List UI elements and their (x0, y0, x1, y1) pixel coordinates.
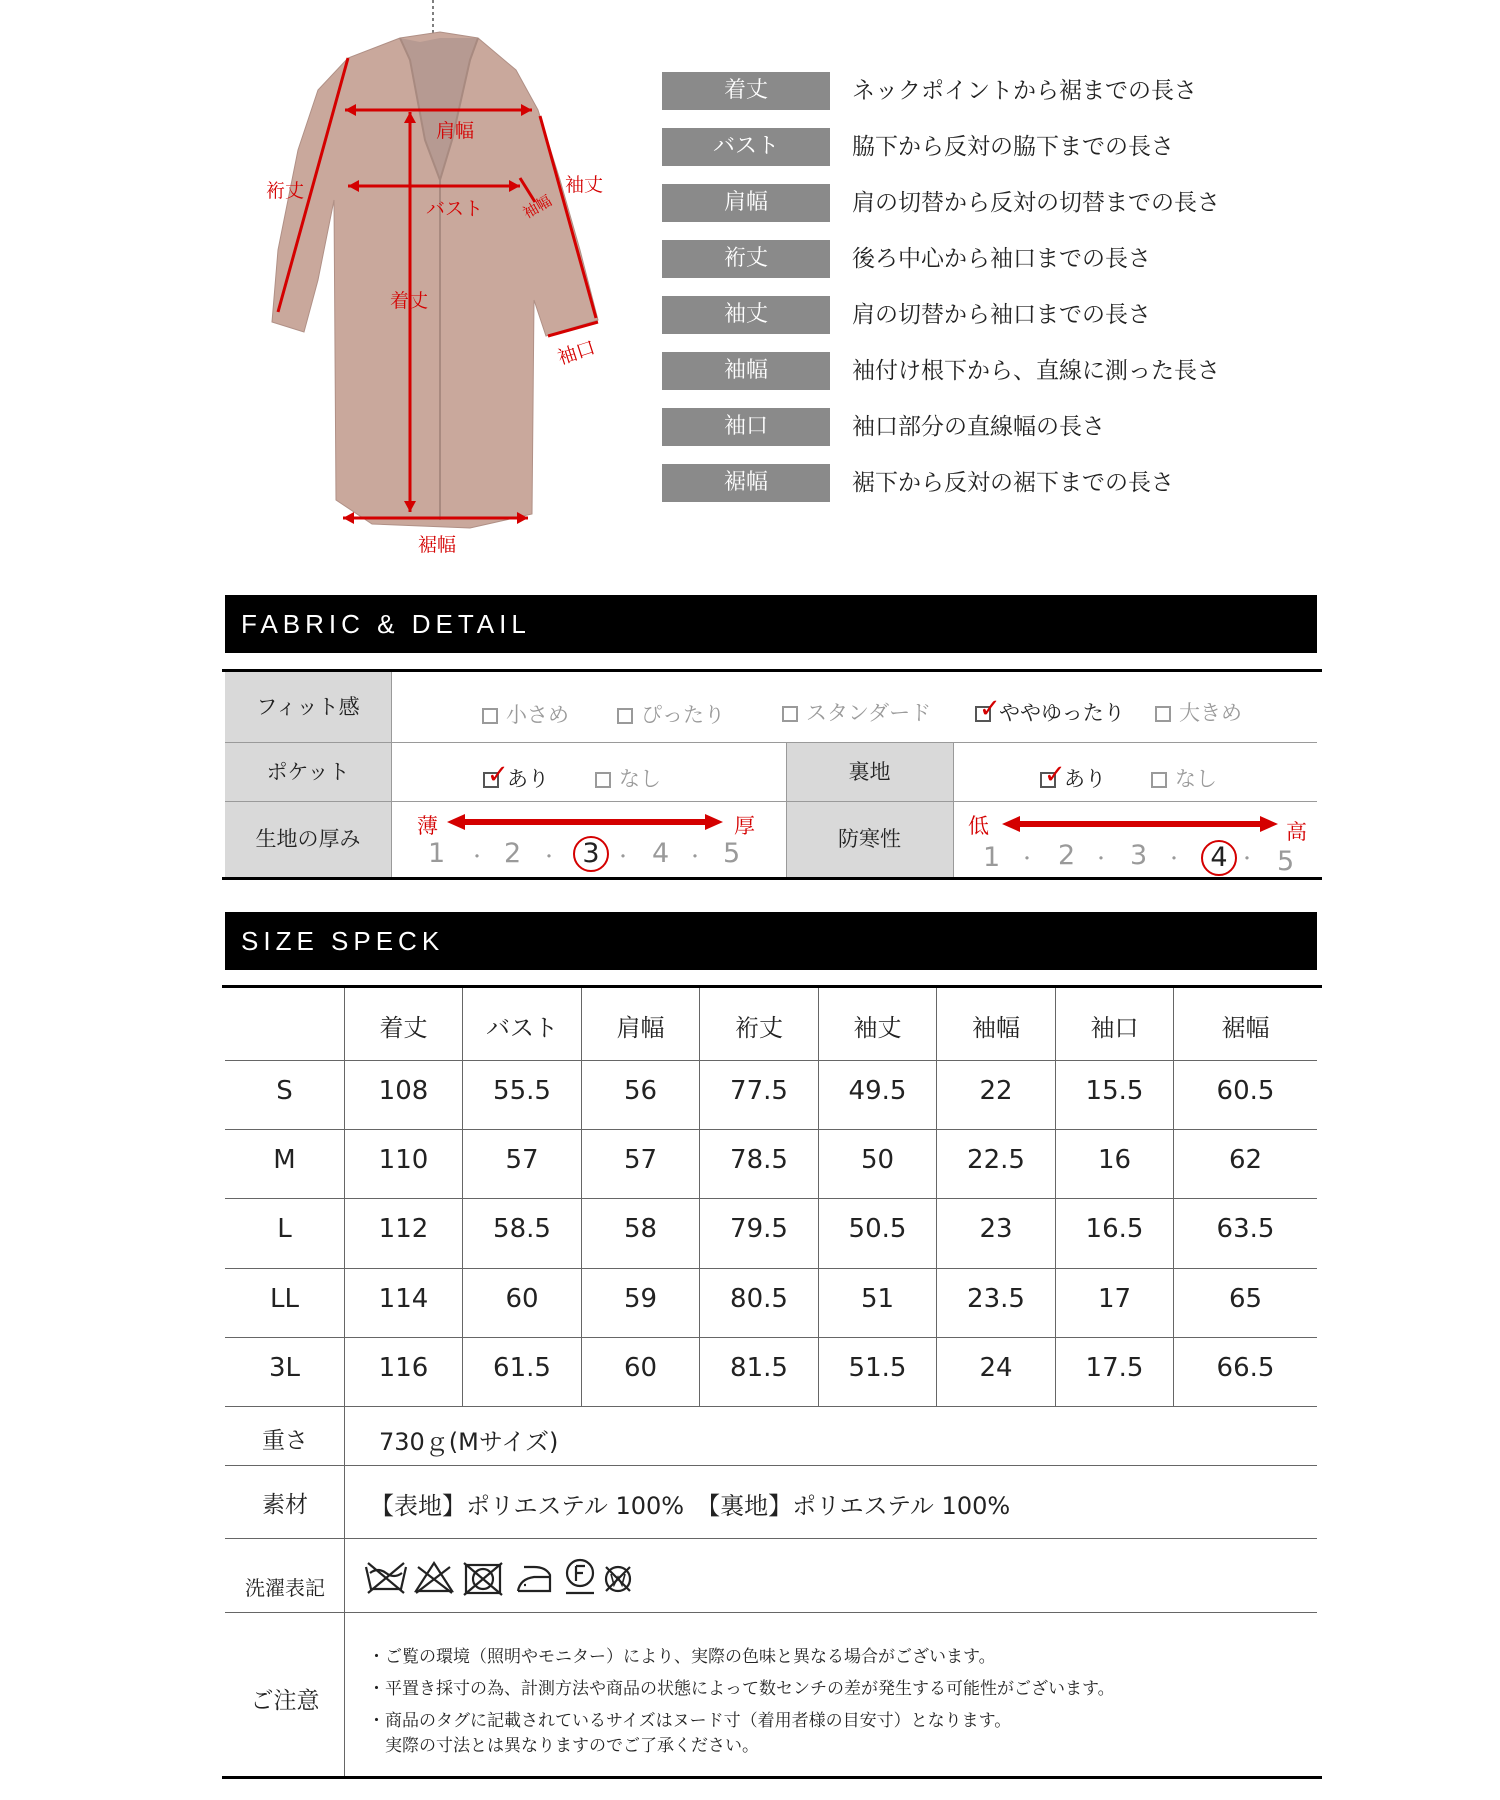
grid-line (225, 1129, 1317, 1130)
col-header: 着丈 (379, 1014, 428, 1042)
iron-low-icon (518, 1567, 550, 1591)
warmth-label-cell (786, 802, 953, 877)
care-icons-svg (364, 1553, 634, 1597)
divider (222, 985, 1322, 988)
no-bleach-icon (416, 1563, 452, 1593)
thickness-label-cell (225, 802, 391, 877)
checked-checkbox-icon (975, 694, 1001, 724)
thickness-label: 生地の厚み (255, 827, 361, 851)
size-value-cell: 116 (378, 1353, 429, 1383)
weight-label: 重さ (262, 1428, 308, 1454)
scale-separator: ・ (1018, 849, 1036, 870)
notice-line: ・平置き採寸の為、計測方法や商品の状態によって数センチの差が発生する可能性がございます。 (368, 1679, 1115, 1699)
thickness-arrow (445, 812, 725, 832)
size-value-cell: 114 (378, 1284, 429, 1314)
size-value-cell: 56 (623, 1076, 658, 1106)
size-value-cell: 16 (1097, 1145, 1132, 1175)
notice-line: ・商品のタグに記載されているサイズはヌード寸（着用者様の目安寸）となります。 (368, 1711, 1012, 1731)
size-label: S (276, 1076, 293, 1106)
size-label: 3L (268, 1353, 301, 1383)
legend-item (662, 464, 1362, 502)
grid-line (391, 672, 392, 877)
col-header: バスト (486, 1014, 558, 1042)
thickness-low-label: 薄 (417, 814, 438, 838)
fit-option-small[interactable]: 小さめ (482, 699, 569, 729)
no-wet-clean-icon (606, 1567, 630, 1591)
size-value-cell: 22.5 (967, 1145, 1025, 1175)
notice-line: ・ご覧の環境（照明やモニター）により、実際の色味と異なる場合がございます。 (368, 1647, 996, 1667)
fit-option-fitted[interactable]: ぴったり (617, 699, 725, 729)
grid-line (344, 988, 345, 1777)
thickness-high-label: 厚 (734, 814, 755, 838)
grid-line (225, 742, 1317, 743)
grid-line (699, 988, 700, 1406)
label-shoulder: 肩幅 (436, 120, 475, 142)
grid-line (225, 1612, 1317, 1613)
size-value-cell: 60.5 (1216, 1076, 1275, 1106)
warmth-scale-2: 2 (1058, 840, 1076, 871)
size-value-cell: 17.5 (1085, 1353, 1144, 1383)
checkbox-icon (595, 772, 611, 788)
lining-label-cell (786, 743, 953, 801)
grid-line (225, 1198, 1317, 1199)
grid-line (818, 988, 819, 1406)
legend-desc: 肩の切替から反対の切替までの長さ (852, 190, 1220, 216)
grid-line (581, 988, 582, 1406)
col-header: 裾幅 (1221, 1014, 1270, 1042)
grid-line (1173, 988, 1174, 1406)
lining-option-yes[interactable]: ✓ あり (1040, 763, 1106, 793)
label-yuki: 裄丈 (266, 180, 305, 202)
divider (222, 877, 1322, 880)
warmth-scale-5: 5 (1277, 846, 1295, 877)
size-value-cell: 108 (378, 1076, 429, 1106)
size-value-cell: 16.5 (1085, 1214, 1144, 1244)
grid-line (225, 801, 1317, 802)
notice-label: ご注意 (250, 1688, 320, 1714)
no-tumble-dry-icon (464, 1563, 502, 1595)
grid-line (936, 988, 937, 1406)
legend-term: 肩幅 (662, 184, 830, 222)
care-label: 洗濯表記 (245, 1576, 325, 1600)
dry-clean-f-icon (566, 1560, 594, 1593)
warmth-scale-1: 1 (983, 842, 1001, 873)
size-value-cell: 51 (860, 1284, 895, 1314)
col-header: 肩幅 (616, 1014, 665, 1042)
col-header: 裄丈 (735, 1014, 783, 1042)
size-value-cell: 23.5 (967, 1284, 1025, 1314)
legend-desc: 肩の切替から袖口までの長さ (852, 302, 1151, 328)
legend-term: 裾幅 (662, 464, 830, 502)
fit-option-standard[interactable]: スタンダード (782, 697, 931, 727)
scale-separator: ・ (540, 847, 558, 868)
grid-line (1055, 988, 1056, 1406)
thickness-scale-2: 2 (504, 838, 522, 869)
grid-line (225, 1465, 1317, 1466)
pocket-option-yes[interactable]: ✓ あり (483, 763, 549, 793)
legend-desc: 袖口部分の直線幅の長さ (852, 414, 1105, 440)
col-header: 袖丈 (853, 1014, 902, 1042)
size-value-cell: 22 (979, 1076, 1013, 1106)
size-value-cell: 81.5 (730, 1353, 788, 1383)
legend-item (662, 296, 1362, 334)
legend-item (662, 128, 1362, 166)
label-sleeve-width: 袖幅 (519, 191, 555, 223)
size-value-cell: 62 (1228, 1145, 1263, 1175)
size-label: M (273, 1145, 296, 1175)
fit-label: フィット感 (256, 695, 360, 719)
legend-term: 袖幅 (662, 352, 830, 390)
size-value-cell: 49.5 (848, 1076, 907, 1106)
label-bust: バスト (426, 198, 484, 220)
size-value-cell: 65 (1228, 1284, 1263, 1314)
checkmark-icon: ✓ (487, 760, 509, 790)
label-length: 着丈 (390, 290, 429, 312)
grid-line (225, 1060, 1317, 1061)
size-value-cell: 24 (979, 1353, 1013, 1383)
scale-separator: ・ (1165, 849, 1183, 870)
lining-label: 裏地 (848, 760, 891, 784)
warmth-high-label: 高 (1286, 820, 1307, 844)
size-value-cell: 58 (623, 1214, 658, 1244)
size-value-cell: 78.5 (730, 1145, 788, 1175)
grid-line (225, 1337, 1317, 1338)
grid-line (786, 743, 787, 877)
size-value-cell: 51.5 (848, 1353, 907, 1383)
size-value-cell: 50 (860, 1145, 895, 1175)
size-value-cell: 112 (378, 1214, 429, 1244)
grid-line (225, 1538, 1317, 1539)
size-value-cell: 17 (1097, 1284, 1132, 1314)
legend-item (662, 72, 1362, 110)
size-value-cell: 63.5 (1216, 1214, 1275, 1244)
fit-option-relaxed[interactable]: ✓ ややゆったり (975, 697, 1125, 727)
fabric-detail-title: FABRIC & DETAIL (241, 609, 531, 639)
scale-separator: ・ (686, 847, 704, 868)
pocket-option-no[interactable]: なし (595, 763, 661, 793)
scale-separator: ・ (468, 847, 486, 868)
size-value-cell: 23 (979, 1214, 1013, 1244)
grid-line (462, 988, 463, 1406)
legend-item (662, 240, 1362, 278)
size-label: LL (270, 1284, 299, 1314)
grid-line (953, 743, 954, 877)
label-cuff: 袖口 (554, 336, 598, 370)
fit-option-large[interactable]: 大きめ (1155, 697, 1242, 727)
size-label: L (277, 1214, 292, 1244)
size-value-cell: 80.5 (730, 1284, 788, 1314)
legend-item (662, 408, 1362, 446)
legend-item (662, 184, 1362, 222)
size-value-cell: 60 (623, 1353, 658, 1383)
warmth-low-label: 低 (968, 814, 989, 838)
legend-desc: 後ろ中心から袖口までの長さ (852, 246, 1151, 272)
size-value-cell: 79.5 (730, 1214, 788, 1244)
checkbox-icon (1155, 706, 1171, 722)
col-header: 袖幅 (972, 1014, 1020, 1042)
grid-line (225, 1406, 1317, 1407)
pocket-label: ポケット (266, 760, 350, 784)
legend-item (662, 352, 1362, 390)
checkbox-icon (782, 706, 798, 722)
label-sleeve-length: 袖丈 (565, 174, 604, 196)
no-wash-icon (366, 1563, 406, 1593)
legend-term: 袖丈 (662, 296, 830, 334)
size-value-cell: 15.5 (1085, 1076, 1144, 1106)
legend-term: 袖口 (662, 408, 830, 446)
care-icons (364, 1553, 634, 1597)
legend-desc: ネックポイントから裾までの長さ (852, 78, 1197, 104)
legend-term: バスト (662, 128, 830, 166)
size-speck-header (225, 912, 1317, 970)
size-value-cell: 60 (505, 1284, 539, 1314)
scale-separator: ・ (1238, 849, 1256, 870)
size-value-cell: 57 (623, 1145, 658, 1175)
legend-desc: 裾下から反対の裾下までの長さ (852, 470, 1174, 496)
coat-diagram (250, 0, 630, 560)
thickness-scale-3-selected: 3 (573, 836, 609, 872)
notice-line: 実際の寸法とは異なりますのでご了承ください。 (368, 1736, 759, 1756)
warmth-label: 防寒性 (838, 827, 901, 851)
checked-checkbox-icon (483, 760, 509, 790)
size-value-cell: 57 (505, 1145, 539, 1175)
checkmark-icon: ✓ (1044, 760, 1066, 790)
fabric-detail-header (225, 595, 1317, 653)
size-value-cell: 50.5 (848, 1214, 907, 1244)
legend-term: 着丈 (662, 72, 830, 110)
checkbox-icon (482, 708, 498, 724)
lining-option-no[interactable]: なし (1151, 763, 1217, 793)
checkmark-icon: ✓ (979, 694, 1001, 724)
size-value-cell: 110 (378, 1145, 429, 1175)
col-header: 袖口 (1090, 1014, 1139, 1042)
warmth-scale-4-selected: 4 (1201, 840, 1237, 876)
size-value-cell: 58.5 (493, 1214, 551, 1244)
size-value-cell: 55.5 (493, 1076, 551, 1106)
checkbox-icon (617, 708, 633, 724)
coat-illustration (250, 0, 630, 560)
thickness-scale-5: 5 (723, 838, 741, 869)
legend-desc: 袖付け根下から、直線に測った長さ (852, 358, 1220, 384)
warmth-arrow (1000, 814, 1280, 834)
size-value-cell: 66.5 (1216, 1353, 1275, 1383)
legend-term: 裄丈 (662, 240, 830, 278)
grid-line (225, 1268, 1317, 1269)
material-value: 【表地】ポリエステル 100% 【裏地】ポリエステル 100% (370, 1492, 1011, 1520)
label-hem: 裾幅 (418, 534, 457, 556)
size-speck-title: SIZE SPECK (241, 926, 445, 956)
fit-label-cell (225, 672, 391, 742)
warmth-scale-3: 3 (1130, 840, 1148, 871)
thickness-scale-1: 1 (428, 838, 446, 869)
thickness-scale-4: 4 (652, 838, 670, 869)
scale-separator: ・ (1092, 849, 1110, 870)
legend-desc: 脇下から反対の脇下までの長さ (852, 134, 1174, 160)
checkbox-icon (1151, 772, 1167, 788)
material-label: 素材 (262, 1492, 308, 1518)
size-value-cell: 77.5 (730, 1076, 788, 1106)
pocket-label-cell (225, 743, 391, 801)
size-value-cell: 61.5 (493, 1353, 551, 1383)
size-value-cell: 59 (623, 1284, 658, 1314)
divider (222, 1776, 1322, 1779)
scale-separator: ・ (614, 847, 632, 868)
weight-value: 730ｇ(Mサイズ) (379, 1428, 559, 1456)
checked-checkbox-icon (1040, 760, 1066, 790)
